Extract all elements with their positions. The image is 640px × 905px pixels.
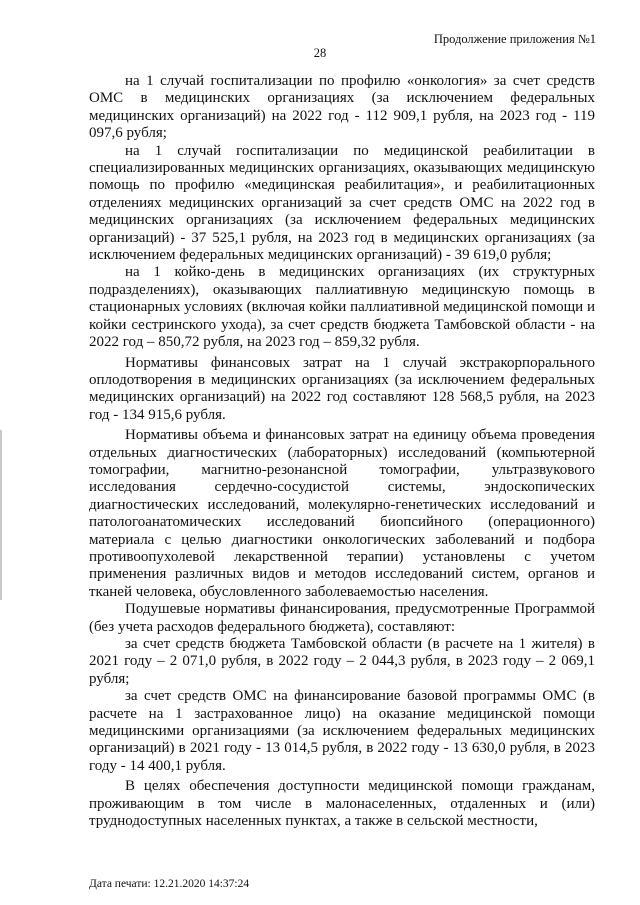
- page-number: 28: [313, 46, 327, 60]
- document-body: [89, 73, 595, 830]
- print-date: Дата печати: 12.21.2020 14:37:24: [89, 878, 250, 890]
- paragraph-accessibility: В целях обеспечения доступности медицинской помощи гражданам, проживающим в том числе в малонаселенных, отдаленных и (или) труднодоступных населенных пунктах, а также в сельской местности,: [89, 778, 595, 830]
- paragraph-palliative-bed-day: на 1 койко-день в медицинских организациях (их структурных подразделениях), оказывающих паллиативную медицинскую помощь в стационарных условиях (включая койки паллиативной медицинской помощи и койки сестринского ухода), за счет средств бюджета Тамбовской области - на 2022 год – 850,72 рубля, на 2023 год – 859,32 рубля.: [89, 264, 595, 351]
- paragraph-rehabilitation-hospitalization: на 1 случай госпитализации по медицинской реабилитации в специализированных медицинских организациях, оказывающих медицинскую помощь по профилю «медицинская реабилитация», и реабилитационных отделениях медицинских организаций за счет средств ОМС на 2022 год в медицинских организациях (за исключением федеральных медицинских организаций) - 37 525,1 рубля, на 2023 год в медицинских организациях (за исключением федеральных медицинских организаций) - 39 619,0 рубля;: [89, 142, 595, 264]
- paragraph-regional-budget: за счет средств бюджета Тамбовской области (в расчете на 1 жителя) в 2021 году – 2 071,0 рубля, в 2022 году – 2 044,3 рубля, в 2023 году – 2 069,1 рубля;: [89, 636, 595, 687]
- paragraph-diagnostic-norms: Нормативы объема и финансовых затрат на единицу объема проведения отдельных диагностических (лабораторных) исследований (компьютерной томографии, магнитно-резонансной томографии, ультразвукового исследования сердечно-сосудистой системы, эндоскопических диагностических исследований, молекулярно-генетических исследований и патологоанатомических исследований биопсийного (операционного) материала с целью диагностики онкологических заболеваний и подбора противоопухолевой лекарственной терапии) установлены с учетом применения различных видов и методов исследований систем, органов и тканей человека, обусловленного заболеваемостью населения.: [89, 427, 595, 600]
- header-continuation-note: Продолжение приложения №1: [433, 32, 596, 46]
- paragraph-oncology-hospitalization: на 1 случай госпитализации по профилю «онкология» за счет средств ОМС в медицинских организациях (за исключением федеральных медицинских организаций) на 2022 год - 112 909,1 рубля, на 2023 год - 119 097,6 рубля;: [89, 73, 595, 142]
- paragraph-oms-funding: за счет средств ОМС на финансирование базовой программы ОМС (в расчете на 1 застрахованное лицо) на оказание медицинской помощи медицинскими организациями (за исключением федеральных медицинских организаций) в 2021 году - 13 014,5 рубля, в 2022 году - 13 630,0 рубля, в 2023 году - 14 400,1 рубля.: [89, 688, 595, 774]
- paragraph-per-capita-norms: Подушевые нормативы финансирования, предусмотренные Программой (без учета расходов федерального бюджета), составляют:: [89, 601, 595, 635]
- scan-margin-mark: [0, 430, 2, 600]
- paragraph-ivf-norms: Нормативы финансовых затрат на 1 случай экстракорпорального оплодотворения в медицинских организациях (за исключением федеральных медицинских организаций) на 2022 год составляют 128 568,5 рубля, на 2023 год - 134 915,6 рубля.: [89, 354, 595, 423]
